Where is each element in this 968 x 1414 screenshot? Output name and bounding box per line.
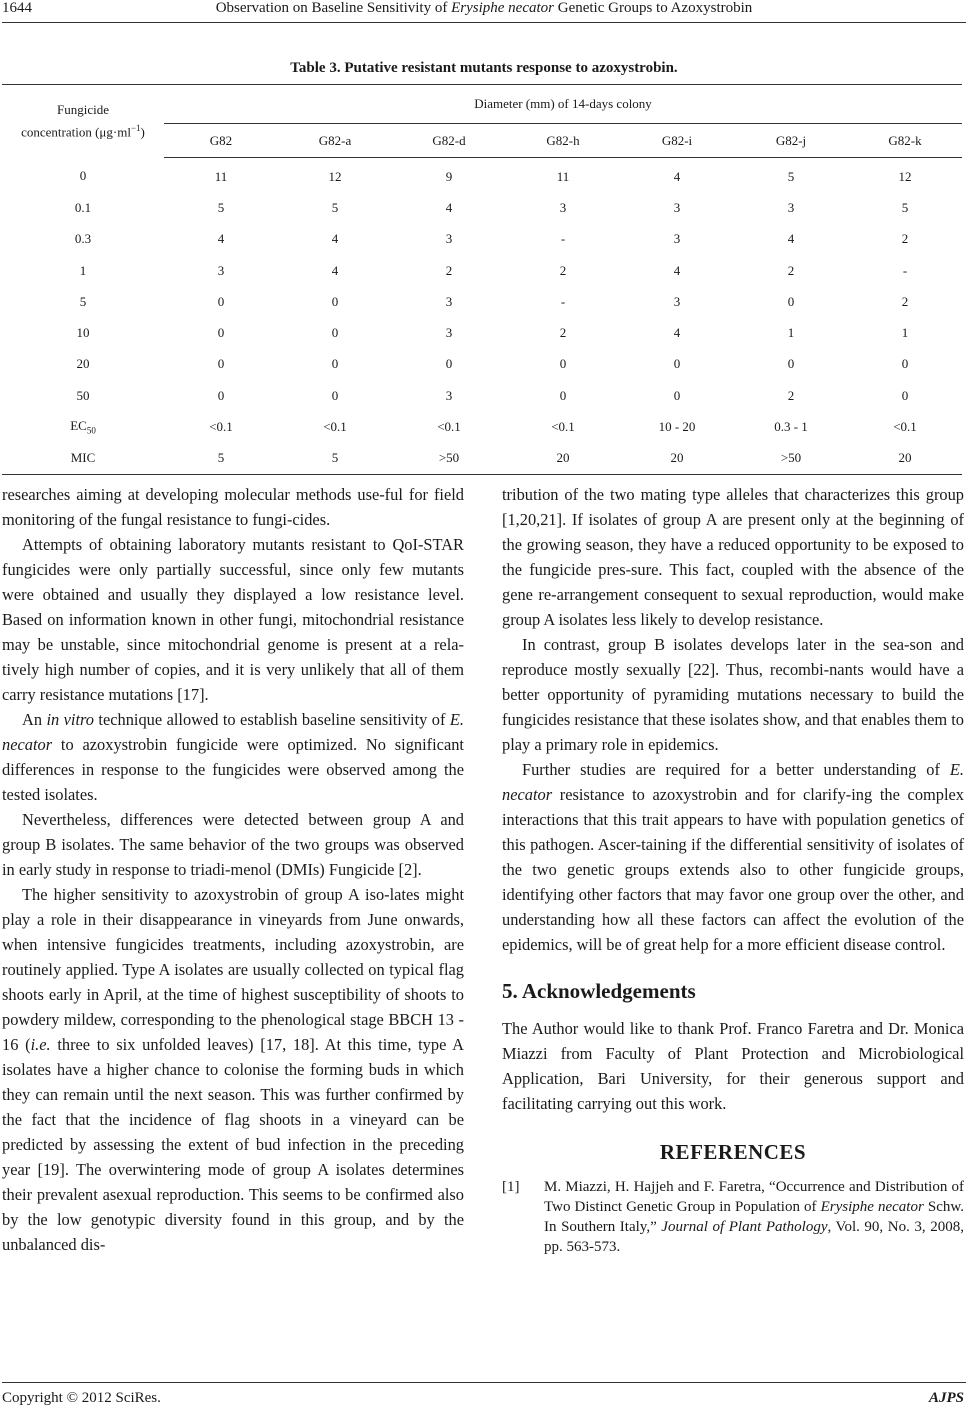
header-rule	[2, 22, 966, 23]
table-cell: 20	[556, 450, 570, 466]
table-row	[2, 349, 962, 380]
row-label-text: 0.3	[74, 231, 92, 247]
footer-journal: AJPS	[928, 1390, 964, 1406]
table-cell: 2	[445, 262, 453, 278]
row-label	[2, 411, 164, 442]
column-header: G82-j	[734, 124, 848, 158]
table-cell: <0.1	[437, 419, 461, 435]
text-run: Further studies are required for a better understanding of	[522, 760, 950, 779]
column-header: G82	[164, 124, 278, 158]
table-cell: 11	[214, 168, 228, 184]
table-cell: 0	[787, 356, 795, 372]
running-title-text-end: Genetic Groups to Azoxystrobin	[553, 0, 753, 16]
table-cell: 0	[901, 387, 909, 403]
table-cell: >50	[780, 450, 802, 466]
table-cell: 5	[217, 199, 225, 215]
table-cell: 0	[217, 293, 225, 309]
left-column	[2, 482, 464, 1257]
table-cell: 3	[787, 199, 795, 215]
paragraph	[2, 882, 464, 1257]
table-cell: 5	[331, 199, 339, 215]
footer-copyright: Copyright © 2012 SciRes.	[2, 1390, 161, 1406]
column-header: G82-h	[506, 124, 620, 158]
paragraph: researches aiming at developing molecular methods use-ful for field monitoring of the fungal resistance to fungi-cides.	[2, 485, 464, 529]
table-row	[2, 286, 962, 317]
table-cell: 4	[673, 168, 681, 184]
reference-item	[502, 1177, 964, 1257]
row-label	[2, 443, 164, 475]
table-cell: 2	[787, 387, 795, 403]
row-label-text: MIC	[70, 450, 96, 466]
italic-term: E. necator	[502, 760, 964, 804]
row-label	[2, 224, 164, 255]
table-cell: 20	[670, 450, 684, 466]
table-row	[2, 158, 962, 193]
italic-term: E. necator	[2, 710, 464, 754]
table-cell: -	[560, 293, 566, 309]
table-cell: >50	[438, 450, 460, 466]
page-number: 1644	[2, 0, 32, 16]
table-cell: 2	[559, 262, 567, 278]
running-title	[0, 0, 968, 17]
table-cell: 2	[559, 325, 567, 341]
reference-text	[544, 1177, 964, 1257]
reference-number: [1]	[502, 1179, 520, 1195]
text-run: to azoxystrobin fungicide were optimized. No significant differences in response to the fungicides were observed among the tested isolates.	[2, 735, 464, 804]
journal-name: Journal of Plant Pathology	[661, 1219, 828, 1235]
table-header-row	[2, 85, 962, 124]
table-cell: 0	[217, 325, 225, 341]
table-cell: 5	[901, 199, 909, 215]
paragraph: tribution of the two mating type alleles that characterizes this group [1,20,21]. If isolates of group A are present only at the beginning of the growing season, they have a reduced opportunity to be exposed to the fungicide pres-sure. This fact, coupled with the absence of the gene re-arrangement consequent to sexual reproduction, would make group A isolates less likely to develop resistance.	[502, 485, 964, 629]
table-cell: 0	[559, 387, 567, 403]
column-header: G82-d	[392, 124, 506, 158]
paragraph: Attempts of obtaining laboratory mutants resistant to QoI-STAR fungicides were only partially successful, since only few mutants were obtained and usually they displayed a low resistance level. Based on information known in other fungi, mitochondrial resistance may be unstable, since mitochondrial genome is present at a rela-tively high number of copies, and it is very unlikely that all of them carry resistance mutations [17].	[2, 535, 464, 704]
table-cell: 2	[901, 293, 909, 309]
table-row	[2, 380, 962, 411]
table-cell: 3	[217, 262, 225, 278]
italic-term: in vitro	[46, 710, 94, 729]
table-cell: 3	[673, 293, 681, 309]
paragraph	[2, 707, 464, 807]
table-cell: 4	[331, 262, 339, 278]
italic-term: Erysiphe necator	[820, 1199, 924, 1215]
table-cell: 0	[901, 356, 909, 372]
italic-term: i.e.	[30, 1035, 51, 1054]
table-cell: 4	[787, 231, 795, 247]
table-cell: 5	[331, 450, 339, 466]
row-label-text: 0	[79, 168, 87, 184]
row-label-text: 50	[76, 387, 90, 403]
running-title-species: Erysiphe necator	[451, 0, 554, 16]
row-label-subscript: 50	[86, 425, 96, 436]
paragraph: In contrast, group B isolates develops later in the sea-son and reproduce mostly sexually [22]. Thus, recombi-nants would have a better opportunity of pyramiding mutations necessary to build the fungicides resistance that these isolates show, and that enables them to play a primary role in epidemics.	[502, 635, 964, 754]
table-cell: 3	[445, 231, 453, 247]
table-cell: 4	[331, 231, 339, 247]
table-cell: 3	[673, 231, 681, 247]
table-row	[2, 411, 962, 442]
table-caption: Table 3. Putative resistant mutants response to azoxystrobin.	[290, 60, 678, 76]
table-cell: 0.3 - 1	[774, 419, 808, 435]
table-cell: 0	[331, 387, 339, 403]
row-header-line1: Fungicide	[57, 102, 109, 118]
table-cell: 4	[217, 231, 225, 247]
row-label-text: 0.1	[74, 199, 92, 215]
paragraph: Nevertheless, differences were detected between group A and group B isolates. The same behavior of the two groups was observed in early study in response to triadi-menol (DMIs) Fungicide [2].	[2, 810, 464, 879]
row-header-sup: −1	[130, 123, 141, 134]
row-header-close: )	[140, 124, 145, 140]
text-run: resistance to azoxystrobin and for clarify-ing the complex interactions that this trait appears to have with population genetics of this pathogen. Ascer-taining if the differential sensitivity of isolates of the two genetic groups extends also to other fungicide groups, identifying other factors that may favor one group over the other, and understanding how all these factors can affect the evolution of the epidemics, will be of great help for a more efficient disease control.	[502, 785, 964, 954]
right-column	[502, 482, 964, 1257]
text-run: An	[22, 710, 47, 729]
table-cell: 0	[217, 387, 225, 403]
table-cell: 10 - 20	[658, 419, 696, 435]
table-cell: 11	[556, 168, 570, 184]
row-label	[2, 192, 164, 223]
table-cell: <0.1	[893, 419, 917, 435]
row-label-text: EC	[70, 418, 87, 434]
table-cell: 0	[331, 356, 339, 372]
footer-rule	[2, 1382, 966, 1383]
column-header: G82-k	[848, 124, 962, 158]
table-cell: 4	[445, 199, 453, 215]
table-cell: 2	[901, 231, 909, 247]
text-run: , Vol. 90, No. 3, 2008, pp. 563-573.	[544, 1219, 964, 1255]
table-cell: 0	[331, 325, 339, 341]
row-header-cell	[2, 85, 164, 158]
column-header: G82-i	[620, 124, 734, 158]
text-run: M. Miazzi, H. Hajjeh and F. Faretra, “Occurrence and Distribution of Two Distinct Genetic Group in Population of	[544, 1179, 964, 1215]
table-cell: 0	[559, 356, 567, 372]
table-body	[2, 158, 962, 475]
table-cell: 4	[673, 262, 681, 278]
acknowledgements-text: The Author would like to thank Prof. Franco Faretra and Dr. Monica Miazzi from Faculty of Plant Protection and Microbiological Application, Bari University, for their generous support and facilitating carrying out this work.	[502, 1019, 964, 1113]
table-cell: 3	[445, 293, 453, 309]
table-row	[2, 443, 962, 475]
table-cell: -	[560, 231, 566, 247]
table-cell: 0	[217, 356, 225, 372]
table-cell: <0.1	[551, 419, 575, 435]
table-cell: 3	[445, 325, 453, 341]
row-label-text: 20	[76, 356, 90, 372]
table-cell: 0	[331, 293, 339, 309]
text-run: technique allowed to establish baseline sensitivity of	[94, 710, 450, 729]
row-label-text: 10	[76, 325, 90, 341]
row-label-text: 5	[79, 293, 87, 309]
table-row	[2, 224, 962, 255]
table-cell: 2	[787, 262, 795, 278]
text-run: Schw. In Southern Italy,”	[544, 1199, 964, 1235]
text-run: The higher sensitivity to azoxystrobin of group A iso-lates might play a role in their disappearance in vineyards from June onwards, when intensive fungicides treatments, including azoxystrobin, are routinely applied. Type A isolates are usually collected on typical flag shoots early in April, at the time of highest susceptibility of shoots to powdery mildew, corresponding to the phenological stage BBCH 13 - 16 (	[2, 885, 464, 1054]
table-cell: 3	[559, 199, 567, 215]
table-cell: 1	[901, 325, 909, 341]
section-heading: 5. Acknowledgements	[502, 979, 696, 1003]
table-cell: 5	[787, 168, 795, 184]
row-label	[2, 255, 164, 286]
table-cell: 1	[787, 325, 795, 341]
group-header: Diameter (mm) of 14-days colony	[164, 85, 962, 124]
row-header-line2: concentration (μg·ml	[21, 124, 131, 140]
table-cell: 3	[445, 387, 453, 403]
table-cell: 9	[445, 168, 453, 184]
data-table	[2, 84, 962, 475]
paragraph	[502, 757, 964, 957]
table-cell: 0	[445, 356, 453, 372]
table-row	[2, 317, 962, 348]
row-label	[2, 349, 164, 380]
table-cell: 20	[898, 450, 912, 466]
table-cell: 12	[328, 168, 342, 184]
table-cell: 0	[673, 387, 681, 403]
running-title-text: Observation on Baseline Sensitivity of	[215, 0, 452, 16]
table-cell: 3	[673, 199, 681, 215]
row-label	[2, 317, 164, 348]
table-cell: 0	[673, 356, 681, 372]
references-heading: REFERENCES	[659, 1140, 807, 1164]
row-label-text: 1	[79, 262, 87, 278]
row-label	[2, 158, 164, 193]
table-row	[2, 192, 962, 223]
table-cell: 4	[673, 325, 681, 341]
table-cell: <0.1	[209, 419, 233, 435]
table-cell: 5	[217, 450, 225, 466]
text-run: three to six unfolded leaves) [17, 18]. At this time, type A isolates have a higher chance to colonise the forming buds in which they can remain until the next season. This was further confirmed by the fact that the incidence of flag shoots in a vineyard can be predicted by assessing the extent of bud infection in the preceding year [19]. The overwintering mode of group A isolates determines their prevalent asexual reproduction. This seems to be confirmed also by the low genotypic diversity found in this group, and by the unbalanced dis-	[2, 1035, 465, 1254]
table-cell: 12	[898, 168, 912, 184]
table-cell: -	[902, 262, 908, 278]
table-cell: <0.1	[323, 419, 347, 435]
column-header: G82-a	[278, 124, 392, 158]
row-label	[2, 380, 164, 411]
row-label	[2, 286, 164, 317]
table-cell: 0	[787, 293, 795, 309]
table-row	[2, 255, 962, 286]
